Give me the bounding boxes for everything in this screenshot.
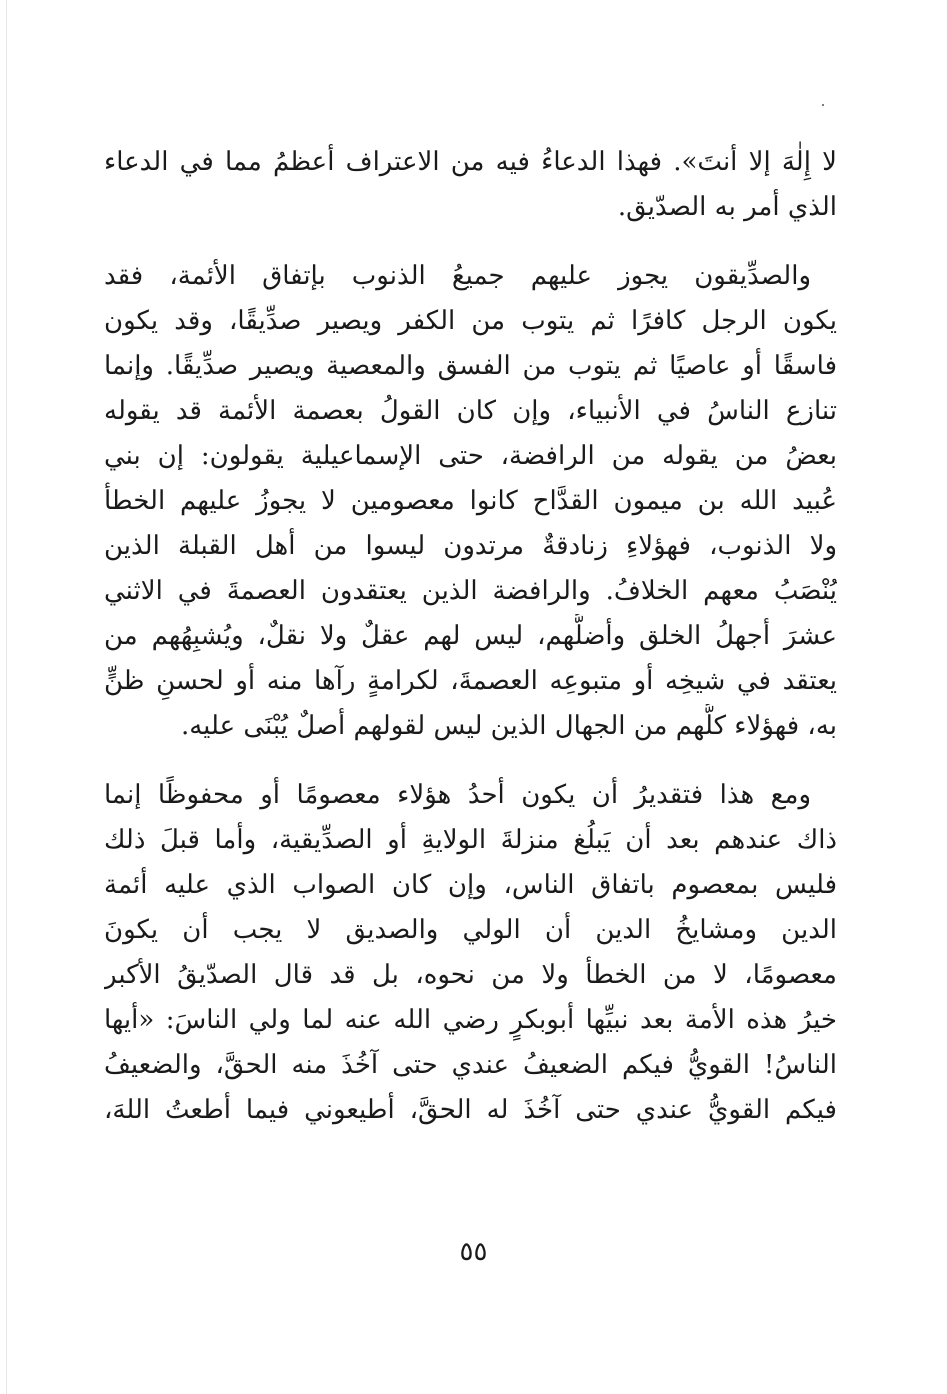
page-number: ٥٥ <box>459 1237 488 1267</box>
text-line: به، فهؤلاء كلُّهم من الجهال الذين ليس لقولهم أصلٌ يُبْنَى عليه. <box>180 711 837 741</box>
text-line: عُبيد الله بن ميمون القدَّاح كانوا معصومين لا يجوزُ عليهم الخطأ <box>104 486 837 516</box>
paragraph-2 <box>104 254 837 749</box>
text-line: ذاك عندهم بعد أن يَبلُغ منزلةَ الولايةِ أو الصدِّيقية، وأما قبلَ ذلك <box>104 825 837 855</box>
text-line: فاسقًا أو عاصيًا ثم يتوب من الفسق والمعصية ويصير صدِّيقًا. وإنما <box>104 351 837 381</box>
text-line: خيرُ هذه الأمة بعد نبيِّها أبوبكرٍ رضي الله عنه لما ولي الناسَ: «أيها <box>104 1005 837 1035</box>
text-line: ومع هذا فتقديرُ أن يكون أحدُ هؤلاء معصومًا أو محفوظًا إنما <box>104 780 811 810</box>
text-line: ولا الذنوب، فهؤلاءِ زنادقةٌ مرتدون ليسوا من أهل القبلة الذين <box>104 531 837 561</box>
paragraph-1 <box>104 140 837 230</box>
text-line: تنازع الناسُ في الأنبياء، وإن كان القولُ بعصمة الأئمة قد يقوله <box>104 396 837 426</box>
text-line: عشرَ أجهلُ الخلق وأضلُّهم، ليس لهم عقلٌ ولا نقلٌ، ويُشبِهُهم من <box>104 621 837 651</box>
text-line: معصومًا، لا من الخطأ ولا من نحوه، بل قد قال الصدّيقُ الأكبر <box>104 960 837 990</box>
text-line: بعضُ من يقوله من الرافضة، حتى الإسماعيلية يقولون: إن بني <box>104 441 837 471</box>
text-line: يكون الرجل كافرًا ثم يتوب من الكفر ويصير صدِّيقًا، وقد يكون <box>104 306 837 336</box>
text-line: فليس بمعصوم باتفاق الناس، وإن كان الصواب الذي عليه أئمة <box>104 870 837 900</box>
text-line: الدين ومشايخُ الدين أن الولي والصديق لا يجب أن يكونَ <box>104 915 837 945</box>
text-line: والصدِّيقون يجوز عليهم جميعُ الذنوب بإتفاق الأئمة، فقد <box>104 261 811 291</box>
text-line: الناسُ! القويُّ فيكم الضعيفُ عندي حتى آخُذَ منه الحقَّ، والضعيفُ <box>104 1050 837 1080</box>
paragraph-3 <box>104 773 837 1133</box>
text-line: يُنْصَبُ معهم الخلافُ. والرافضة الذين يعتقدون العصمةَ في الاثني <box>104 576 837 606</box>
scan-speck <box>822 104 824 106</box>
scan-edge-line <box>6 0 7 1394</box>
text-line: يعتقد في شيخِه أو متبوعِه العصمةَ، لكرامةٍ رآها منه أو لحسنِ ظنٍّ <box>104 666 837 696</box>
page-body-text <box>104 140 837 1157</box>
text-line: لا إِلٰهَ إلا أنتَ». فهذا الدعاءُ فيه من الاعتراف أعظمُ مما في الدعاء <box>104 147 837 177</box>
text-line: الذي أمر به الصدّيق. <box>617 192 837 222</box>
text-line: فيكم القويُّ عندي حتى آخُذَ له الحقَّ، أطيعوني فيما أطعتُ اللهَ، <box>104 1095 837 1125</box>
